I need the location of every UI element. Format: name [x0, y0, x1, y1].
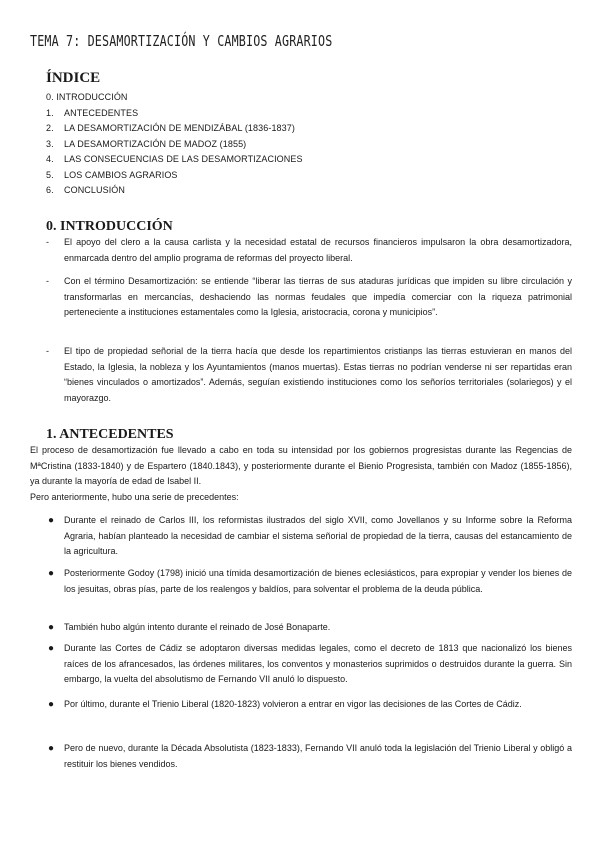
index-item-label: LOS CAMBIOS AGRARIOS — [64, 169, 178, 180]
index-heading: ÍNDICE — [46, 70, 101, 86]
index-item-label: LA DESAMORTIZACIÓN DE MADOZ (1855) — [64, 138, 247, 149]
index-item — [46, 168, 303, 184]
bullet-marker: ● — [48, 622, 55, 633]
index-item-label: LA DESAMORTIZACIÓN DE MENDIZÁBAL (1836-1837) — [64, 123, 295, 133]
bullet-marker: ● — [48, 515, 55, 526]
index-item-number: 0. — [46, 92, 54, 102]
index-item — [46, 137, 303, 153]
index-item-number: 2. — [46, 123, 54, 133]
paragraph: Pero de nuevo, durante la Década Absolutista (1823-1833), Fernando VII anuló toda la legislación del Trienio Liberal y obligó a restituir los bienes vendidos. — [64, 743, 572, 769]
index-item-number: 4. — [46, 154, 54, 164]
index-item — [46, 90, 303, 106]
list-item — [46, 641, 572, 688]
bullet-marker: ● — [48, 699, 55, 710]
paragraph: También hubo algún intento durante el reinado de José Bonaparte. — [64, 622, 331, 632]
document-title: TEMA 7: DESAMORTIZACIÓN Y CAMBIOS AGRARIOS — [30, 32, 333, 50]
index-item — [46, 183, 303, 199]
index-item-number: 1. — [46, 107, 54, 118]
paragraph: Pero anteriormente, hubo una serie de precedentes: — [30, 492, 239, 502]
index-item-number: 5. — [46, 169, 54, 180]
paragraph: Por último, durante el Trienio Liberal (1820-1823) volvieron a entrar en vigor las decisiones de las Cortes de Cádiz. — [64, 699, 522, 709]
list-item — [46, 741, 572, 772]
paragraph: Posteriormente Godoy (1798) inició una tímida desamortización de bienes eclesiásticos, para expropiar y vender los bienes de los jesuitas, obras pías, parte de los realengos y baldíos, para solventar el problema de la deuda pública. — [64, 568, 572, 594]
bullet-marker: ● — [48, 643, 55, 654]
bullet-marker: ● — [48, 743, 55, 754]
index-item-label: LAS CONSECUENCIAS DE LAS DESAMORTIZACIONES — [64, 154, 303, 164]
index-item-label: INTRODUCCIÓN — [56, 92, 128, 102]
bullet-marker: ● — [48, 568, 55, 579]
dash-marker: - — [46, 346, 49, 356]
index-item-label: CONCLUSIÓN — [64, 185, 126, 195]
paragraph: El proceso de desamortización fue llevado a cabo en toda su intensidad por los gobiernos progresistas durante las Regencias de MªCristina (1833-1840) y de Espartero (1840.1843), y posteriormente durante el Bienio Progresista, también con Madoz (1855-1856), ya durante la mayoría de edad de Isabel II. — [30, 445, 572, 487]
index-item-number: 3. — [46, 138, 54, 149]
section-heading-antecedentes: 1. ANTECEDENTES — [46, 427, 174, 442]
index-item — [46, 152, 303, 168]
section-heading-introduccion: 0. INTRODUCCIÓN — [46, 219, 173, 234]
index-item-number: 6. — [46, 185, 54, 195]
paragraph: Durante las Cortes de Cádiz se adoptaron diversas medidas legales, como el decreto de 1813 que nacionalizó los bienes raíces de los afrancesados, las órdenes militares, los conventos y monasterios suprimidos o destruidos durante la guerra. Sin embargo, la vuelta del absolutismo de Fernando VII anuló lo dispuesto. — [64, 643, 572, 685]
dash-marker: - — [46, 276, 49, 286]
index-item — [46, 106, 303, 122]
paragraph: El tipo de propiedad señorial de la tierra hacía que desde los repartimientos cristianps las tierras estuvieran en manos del Estado, la Iglesia, la nobleza y los Ayuntamientos (manos muertas). Estas tierras no podrían venderse ni ser repartidas eran “bienes vinculados o amortizados”. Además, seguían existiendo instituciones como los señoríos territoriales (solariegos) y el mayorazgo. — [64, 346, 572, 403]
paragraph: El apoyo del clero a la causa carlista y la necesidad estatal de recursos financieros impulsaron la obra desamortizadora, enmarcada dentro del amplio programa de reformas del proyecto liberal. — [64, 237, 572, 263]
list-item — [46, 620, 572, 636]
index-list — [46, 90, 303, 199]
list-item — [46, 344, 572, 406]
list-item — [46, 274, 572, 321]
paragraph: Con el término Desamortización: se entiende “liberar las tierras de sus ataduras jurídicas que impiden su libre circulación y transformarlas en mercancías, deshaciendo las normas feudales que impedía comerciar con la riqueza patrimonial perteneciente a instituciones estamentales como la Iglesia, aristocracia, corona y municipios”. — [64, 276, 572, 318]
index-item — [46, 121, 303, 137]
list-item — [46, 235, 572, 266]
dash-marker: - — [46, 237, 49, 247]
index-item-label: ANTECEDENTES — [64, 107, 139, 118]
list-item — [46, 566, 572, 597]
list-item — [46, 513, 572, 560]
list-item — [46, 697, 572, 713]
paragraph: Durante el reinado de Carlos III, los reformistas ilustrados del siglo XVII, como Jovellanos y su Informe sobre la Reforma Agraria, habían planteado la necesidad de cambiar el sistema señorial de propiedad de la tierra, causas del estancamiento de la agricultura. — [64, 515, 572, 557]
